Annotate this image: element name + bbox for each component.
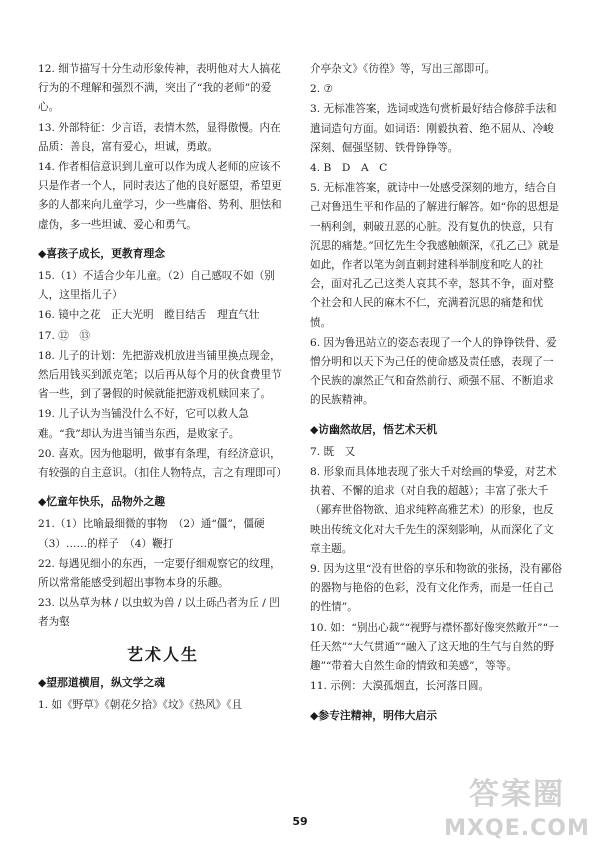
answer-item: 7. 既 又 — [310, 445, 356, 458]
answer-item: 5. 无标准答案，就诗中一处感受深刻的地方，结合自己对鲁迅生平和作品的了解进行解答。如“你的思想是一柄利剑，刺破丑恶的心脏。没有复仇的快意，只有沉思的痛楚。”回忆先生令我感触颇深，《孔乙己》就是如此，作者以笔为剑直刺封建科举制度和吃人的社会，面对孔乙己这类人哀其不幸，怒其不争，面对整个社会和人民的麻木不仁，充满着沉思的痛楚和忧愤。 — [310, 182, 560, 329]
answer-item: 4. B D A C — [310, 162, 388, 175]
answer-item: 6. 因为鲁迅站立的姿态表现了一个人的铮铮铁骨、爱憎分明和以天下为己任的使命感及责任感，表现了一个民族的凛然正气和奋然前行、顽强不屈、不断追求的民族精神。 — [310, 336, 557, 407]
chapter-title: 艺术人生 — [126, 644, 199, 664]
answer-item: 3. 无标准答案，选词或选句赏析最好结合修辞手法和遣词造句方面。如词语：刚毅执着、绝不屈从、冷峻深刻、倔强坚韧、铁骨铮铮等。 — [310, 103, 557, 154]
section-heading: ◆访幽然故居，悟艺术天机 — [310, 422, 438, 436]
answer-item: 8. 形象而具体地表现了张大千对绘画的挚爱，对艺术执着、不懈的追求（对自我的超越）；丰富了张大千（鄙弃世俗物欲、追求纯粹高雅艺术）的形象，也反映出传统文化对大千先生的深刻影响，从而深化了文章主题。 — [310, 466, 557, 555]
section-heading: ◆望那道横眉，纵文学之魂 — [38, 675, 166, 689]
answer-item: 14. 作者相信意识到儿童可以作为成人老师的应该不只是作者一个人，同时表达了他的良好愿望，希望更多的人都来向儿童学习，少一些庸俗、势利、胆怯和虚伪，多一些坦诚、爱心和勇气。 — [38, 161, 282, 231]
answer-item: 18. 儿子的计划：先把游戏机放进当铺里换点现金，然后用钱买到派克笔；以后再从每个月的伙食费里节省一些，到了暑假的时候就能把游戏机赎回来了。 — [38, 349, 282, 401]
watermark-line2: MXQE.COM — [444, 816, 590, 841]
section-heading: ◆忆童年快乐，品物外之趣 — [38, 495, 166, 509]
answer-item: 9. 因为这里“没有世俗的享乐和物欲的张扬，没有鄙俗的器物与艳俗的色彩，没有文化作秀，而是一任自己的性情”。 — [310, 563, 562, 614]
answer-item: 23. 以丛草为林 / 以虫蚁为兽 / 以土砾凸者为丘 / 凹者为壑 — [38, 597, 280, 629]
answer-item: 20. 喜欢。因为他聪明，做事有条理，有经济意识，有较强的自主意识。（扣住人物特点，言之有理即可） — [38, 447, 287, 480]
section-heading: ◆喜孩子成长，更教育理念 — [38, 246, 166, 260]
section-heading: ◆参专注精神，明伟大启示 — [310, 708, 438, 722]
left-column — [38, 60, 288, 716]
answer-item: 11. 示例：大漠孤烟直，长河落日圆。 — [310, 680, 490, 693]
answer-item: 17. ⑫ ⑬ — [38, 329, 90, 342]
answer-item: 16. 镜中之花 正大光明 瞠目结舌 理直气壮 — [38, 309, 260, 322]
watermark-logo — [442, 775, 592, 853]
answer-item: 15.（1）不适合少年儿童。（2）自己感叹不如（别人，这里指儿子） — [38, 270, 275, 302]
right-column — [310, 60, 562, 729]
answer-item: 2. ⑦ — [310, 83, 333, 96]
watermark-line1: 答案圈 — [469, 777, 565, 812]
answer-item: 10. 如：“别出心裁”“视野与襟怀都好像突然敞开”“一任天然”“大气贯通”“融入了这天地的生气与自然的野趣”“带着大自然生命的情致和美感”，等等。 — [310, 621, 559, 673]
answer-item: 13. 外部特征：少言语，表情木然，显得傲慢。内在品质：善良，富有爱心，坦诚，勇敢。 — [38, 121, 281, 153]
answer-item: 1. 如《野草》《朝花夕拾》《坟》《热风》《且 — [38, 699, 243, 712]
answer-item: 21.（1）比喻最细微的事物 （2）通“僵”，僵硬 （3）……的样子 （4）鞭打 — [38, 518, 276, 550]
page-number: 59 — [292, 815, 308, 828]
answer-item: 22. 每遇见细小的东西，一定要仔细观察它的纹理，所以常常能感受到超出事物本身的乐趣。 — [38, 557, 281, 590]
answer-item: 12. 细节描写十分生动形象传神，表明他对大人搞花行为的不理解和强烈不满，突出了“我的老师”的爱心。 — [38, 63, 281, 114]
answer-item: 19. 儿子认为当铺没什么不好，它可以救人急难。“我”却认为进当铺当东西，是败家子。 — [38, 408, 249, 440]
answer-item: 介亭杂文》《彷徨》等，写出三部即可。 — [310, 63, 496, 75]
